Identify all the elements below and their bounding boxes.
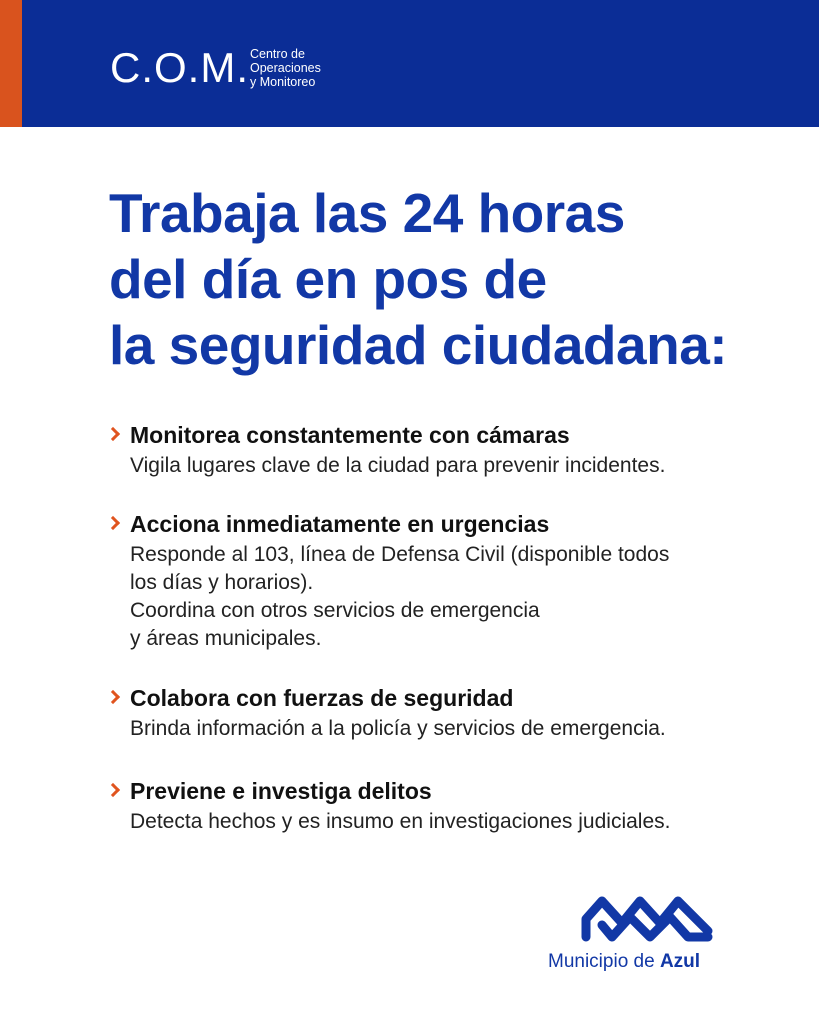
item-description-line: los días y horarios). bbox=[130, 571, 314, 594]
com-subtitle-line: y Monitoreo bbox=[250, 75, 316, 89]
headline-line: del día en pos de bbox=[109, 248, 547, 310]
com-subtitle bbox=[250, 47, 321, 89]
brand-name: Azul bbox=[659, 951, 701, 972]
page-headline bbox=[109, 180, 789, 378]
item-description bbox=[130, 541, 669, 653]
item-description-line: y áreas municipales. bbox=[130, 627, 322, 650]
municipio-azul-logo-icon bbox=[578, 885, 718, 945]
item-title: Colabora con fuerzas de seguridad bbox=[130, 685, 514, 711]
item-description bbox=[130, 808, 670, 836]
com-subtitle-line: Operaciones bbox=[250, 61, 321, 75]
item-description bbox=[130, 715, 666, 743]
headline-line: Trabaja las 24 horas bbox=[109, 182, 625, 244]
item-title: Previene e investiga delitos bbox=[130, 778, 432, 804]
item-description-line: Vigila lugares clave de la ciudad para prevenir incidentes. bbox=[130, 454, 666, 477]
brand-prefix: Municipio de bbox=[548, 951, 655, 972]
item-description-line: Detecta hechos y es insumo en investigaciones judiciales. bbox=[130, 810, 671, 833]
item-title: Acciona inmediatamente en urgencias bbox=[130, 511, 550, 537]
headline-line: la seguridad ciudadana: bbox=[109, 314, 728, 376]
item-description-line: Coordina con otros servicios de emergencia bbox=[130, 599, 540, 622]
item-description-line: Responde al 103, línea de Defensa Civil (disponible todos bbox=[130, 543, 670, 566]
com-subtitle-line: Centro de bbox=[250, 47, 305, 61]
municipio-brand-text bbox=[548, 950, 748, 974]
item-description-line: Brinda información a la policía y servicios de emergencia. bbox=[130, 717, 666, 740]
item-title: Monitorea constantemente con cámaras bbox=[130, 422, 570, 448]
chevron-right-icon bbox=[106, 516, 120, 530]
com-acronym: C.O.M. bbox=[110, 44, 249, 91]
chevron-right-icon bbox=[106, 783, 120, 797]
chevron-right-icon bbox=[106, 427, 120, 441]
header-accent-stripe bbox=[0, 0, 22, 127]
item-description bbox=[130, 452, 665, 480]
chevron-right-icon bbox=[106, 690, 120, 704]
